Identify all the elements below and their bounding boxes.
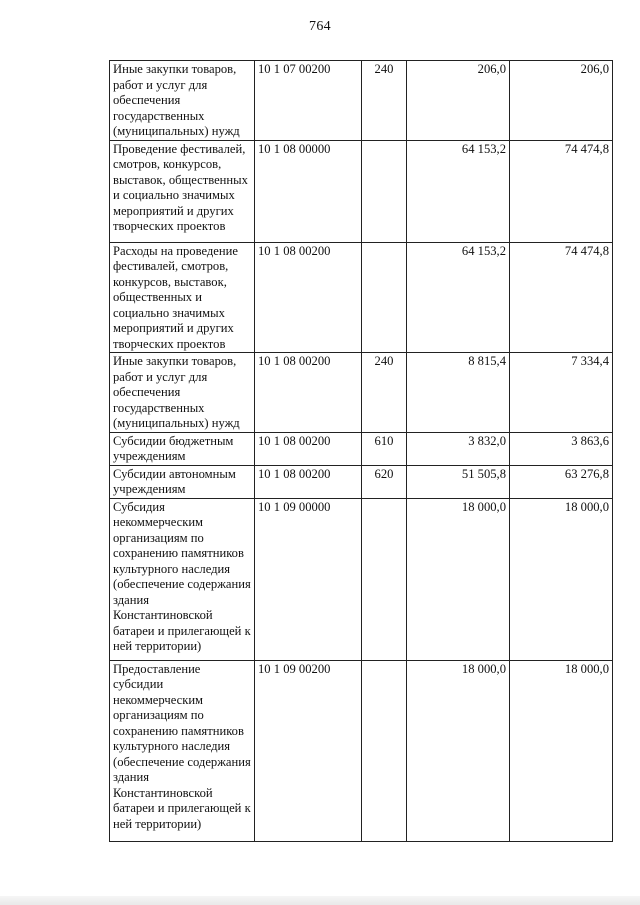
row-sum-1: 64 153,2 (407, 242, 510, 353)
row-sum-1: 3 832,0 (407, 432, 510, 465)
row-sum-1: 64 153,2 (407, 140, 510, 242)
row-name: Предоставление субсидии некоммерческим организациям по сохранению памятников культурного наследия (обеспечение содержания здания Константиновской батареи и прилегающей к ней территории) (110, 660, 255, 841)
row-expense-type: 610 (362, 432, 407, 465)
row-expense-type (362, 660, 407, 841)
table-row (110, 242, 613, 353)
row-expense-type: 240 (362, 353, 407, 433)
table-row (110, 498, 613, 660)
row-name: Иные закупки товаров, работ и услуг для обеспечения государственных (муниципальных) нужд (110, 353, 255, 433)
row-sum-2: 74 474,8 (510, 140, 613, 242)
row-sum-2: 206,0 (510, 61, 613, 141)
row-name: Субсидии бюджетным учреждениям (110, 432, 255, 465)
table-row (110, 432, 613, 465)
row-sum-2: 18 000,0 (510, 660, 613, 841)
row-code: 10 1 09 00000 (255, 498, 362, 660)
table-row (110, 61, 613, 141)
row-sum-2: 18 000,0 (510, 498, 613, 660)
row-name: Субсидии автономным учреждениям (110, 465, 255, 498)
scan-bottom-edge (0, 896, 640, 905)
row-sum-1: 8 815,4 (407, 353, 510, 433)
row-code: 10 1 09 00200 (255, 660, 362, 841)
row-sum-2: 7 334,4 (510, 353, 613, 433)
row-code: 10 1 08 00200 (255, 465, 362, 498)
page-number: 764 (309, 19, 331, 34)
row-expense-type (362, 242, 407, 353)
row-name: Субсидия некоммерческим организациям по сохранению памятников культурного наследия (обеспечение содержания здания Константиновской батареи и прилегающей к ней территории) (110, 498, 255, 660)
row-code: 10 1 08 00200 (255, 242, 362, 353)
row-sum-2: 74 474,8 (510, 242, 613, 353)
row-expense-type (362, 140, 407, 242)
row-name: Проведение фестивалей, смотров, конкурсов, выставок, общественных и социально значимых мероприятий и других творческих проектов (110, 140, 255, 242)
row-code: 10 1 08 00000 (255, 140, 362, 242)
row-sum-2: 3 863,6 (510, 432, 613, 465)
row-name: Расходы на проведение фестивалей, смотров, конкурсов, выставок, общественных и социально значимых мероприятий и других творческих проектов (110, 242, 255, 353)
row-name: Иные закупки товаров, работ и услуг для обеспечения государственных (муниципальных) нужд (110, 61, 255, 141)
row-sum-1: 206,0 (407, 61, 510, 141)
row-code: 10 1 08 00200 (255, 353, 362, 433)
table-row (110, 660, 613, 841)
row-sum-1: 51 505,8 (407, 465, 510, 498)
row-expense-type: 240 (362, 61, 407, 141)
row-sum-1: 18 000,0 (407, 660, 510, 841)
budget-table (109, 60, 613, 842)
table-row (110, 465, 613, 498)
table-row (110, 140, 613, 242)
row-expense-type: 620 (362, 465, 407, 498)
row-code: 10 1 08 00200 (255, 432, 362, 465)
table-row (110, 353, 613, 433)
row-sum-1: 18 000,0 (407, 498, 510, 660)
row-code: 10 1 07 00200 (255, 61, 362, 141)
row-sum-2: 63 276,8 (510, 465, 613, 498)
row-expense-type (362, 498, 407, 660)
